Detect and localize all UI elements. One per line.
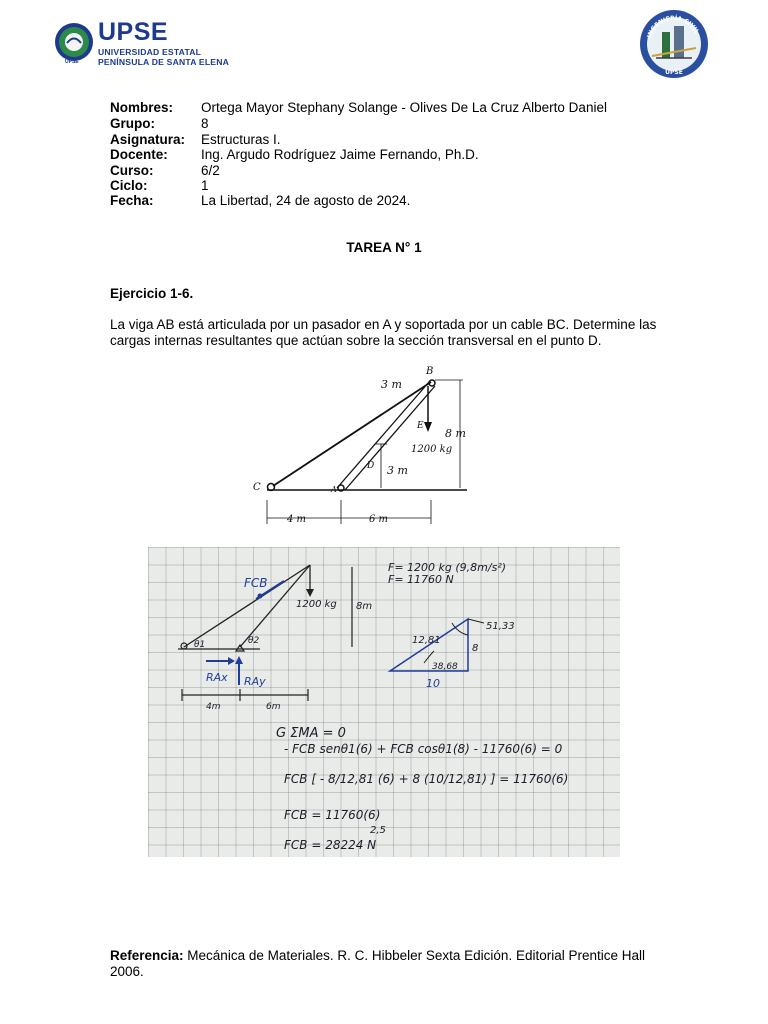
info-label-fecha: Fecha: xyxy=(110,193,154,208)
label-d: D xyxy=(367,461,375,471)
upse-subtitle-1: UNIVERSIDAD ESTATAL xyxy=(98,47,202,57)
upse-logo xyxy=(54,18,254,68)
ingenieria-civil-logo xyxy=(638,8,710,80)
note-tri-base: 10 xyxy=(426,677,440,690)
reference-label: Referencia: xyxy=(110,948,184,963)
note-eq2: - FCB senθ1(6) + FCB cosθ1(8) - 11760(6) = 0 xyxy=(284,742,563,756)
exercise-statement: La viga AB está articulada por un pasador en A y soportada por un cable BC. Determine las cargas internas resultantes que actúan sobre la sección transversal en el punto D. xyxy=(110,317,657,348)
dim-4m: 4 m xyxy=(287,514,307,525)
note-f-line1: F= 1200 kg (9,8m/s²) xyxy=(388,561,507,574)
dim-6m: 6 m xyxy=(369,514,389,525)
note-theta1: θ1 xyxy=(194,640,206,650)
note-eq5: FCB = 28224 N xyxy=(284,838,377,852)
problem-diagram xyxy=(245,362,485,530)
info-value-asignatura: Estructuras I. xyxy=(201,132,281,147)
upse-subtitle-2: PENÍNSULA DE SANTA ELENA xyxy=(98,57,230,67)
handwritten-solution xyxy=(148,547,620,857)
load-label: 1200 kg xyxy=(411,444,453,455)
note-tri-angle-top: 51,33 xyxy=(486,621,515,632)
note-eq4a: FCB = 11760(6) xyxy=(284,808,381,822)
label-e: E xyxy=(417,421,424,431)
page-title: TAREA N° 1 xyxy=(346,240,422,255)
upse-seal-label: UPSE xyxy=(65,59,79,65)
civil-logo-arc-text: INGENIERÍA CIVIL xyxy=(645,14,701,39)
note-tri-angle: 38,68 xyxy=(432,662,458,672)
note-theta2: θ2 xyxy=(248,636,260,646)
info-value-docente: Ing. Argudo Rodríguez Jaime Fernando, Ph.D. xyxy=(201,147,479,162)
note-f-line2: F= 11760 N xyxy=(388,573,454,586)
note-rax: RAx xyxy=(206,671,228,684)
upse-wordmark: UPSE xyxy=(98,18,169,46)
upse-seal-icon xyxy=(54,22,94,62)
exercise-heading: Ejercicio 1-6. xyxy=(110,286,194,301)
info-value-fecha: La Libertad, 24 de agosto de 2024. xyxy=(201,193,411,208)
info-value-curso: 6/2 xyxy=(201,163,220,178)
label-b: B xyxy=(426,366,434,377)
note-eq3: FCB [ - 8/12,81 (6) + 8 (10/12,81) ] = 11760(6) xyxy=(284,772,569,786)
info-label-curso: Curso: xyxy=(110,163,154,178)
note-6m: 6m xyxy=(266,702,281,712)
note-load: 1200 kg xyxy=(296,599,337,610)
info-value-grupo: 8 xyxy=(201,116,209,131)
label-a: A xyxy=(331,485,337,494)
note-eq1: G ΣMA = 0 xyxy=(276,726,346,741)
dim-3m: 3 m xyxy=(387,464,408,477)
load-arrow-head xyxy=(424,422,432,432)
note-8m: 8m xyxy=(356,601,373,612)
info-value-nombres: Ortega Mayor Stephany Solange - Olives De La Cruz Alberto Daniel xyxy=(201,100,607,115)
handwritten-solution-drawing xyxy=(148,547,620,857)
civil-logo-bottom-text: UPSE xyxy=(665,69,683,76)
dim-8m: 8 m xyxy=(445,427,466,440)
info-label-nombres: Nombres: xyxy=(110,100,174,115)
note-ray: RAy xyxy=(244,675,266,688)
label-c: C xyxy=(253,482,261,493)
note-4m: 4m xyxy=(206,702,221,712)
info-value-ciclo: 1 xyxy=(201,178,209,193)
note-tri-side: 8 xyxy=(472,643,479,654)
reference-text: Mecánica de Materiales. R. C. Hibbeler Sexta Edición. Editorial Prentice Hall 2006. xyxy=(110,948,645,979)
info-label-grupo: Grupo: xyxy=(110,116,155,131)
dim-3m-top: 3 m xyxy=(381,378,402,391)
note-tri-hyp: 12,81 xyxy=(412,635,441,646)
note-eq4b: 2,5 xyxy=(370,825,386,836)
info-label-asignatura: Asignatura: xyxy=(110,132,186,147)
note-fcb: FCB xyxy=(244,576,268,590)
info-label-ciclo: Ciclo: xyxy=(110,178,148,193)
info-label-docente: Docente: xyxy=(110,147,168,162)
reference xyxy=(110,948,670,980)
